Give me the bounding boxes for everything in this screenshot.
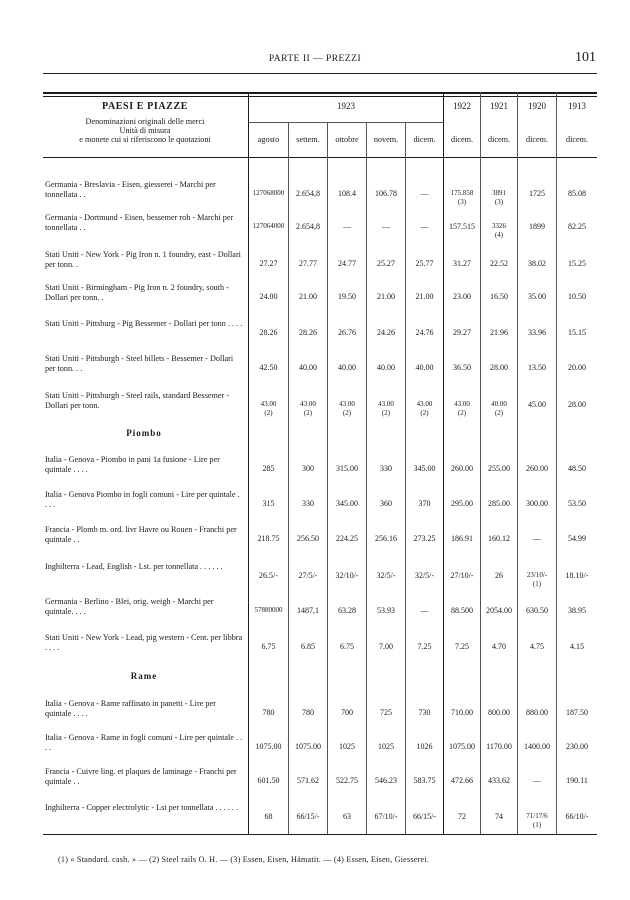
price-cell: — <box>420 222 429 231</box>
price-cell: 157.515 <box>449 222 475 231</box>
price-cell: — <box>420 606 429 615</box>
price-cell: 36.50 <box>453 363 471 372</box>
price-cell: 360 <box>380 499 392 508</box>
column-divider <box>517 92 518 834</box>
price-cell: 43.00 (2) <box>378 400 394 417</box>
price-cell: 18.10/- <box>565 571 589 580</box>
price-cell: 583.75 <box>413 776 436 785</box>
month-header: ottobre <box>335 135 359 144</box>
price-cell: 38.95 <box>568 606 586 615</box>
price-cell: 66/15/- <box>412 812 437 821</box>
header-subtitle-line: e monete cui si riferiscono le quotazioni <box>79 135 211 144</box>
table-top-rule-thin <box>43 96 597 97</box>
price-cell: 28.00 <box>490 363 508 372</box>
price-cell: 285.00 <box>488 499 510 508</box>
page-number: 101 <box>575 50 596 65</box>
price-cell: 260.00 <box>526 464 548 473</box>
price-cell: 187.50 <box>566 708 588 717</box>
price-cell: 273.25 <box>413 534 436 543</box>
price-cell: 255.00 <box>488 464 510 473</box>
commodity-description: Germania - Berlino - Blei, orig. weigh - Marchi per quintale. . . . <box>45 597 214 616</box>
price-cell: 127068000 <box>252 189 285 197</box>
price-cell: 780 <box>302 708 314 717</box>
price-cell: 1400.00 <box>524 742 550 751</box>
price-cell: 224.25 <box>336 534 358 543</box>
price-cell: 175.858 (3) <box>450 189 474 206</box>
price-cell: 82.25 <box>568 222 586 231</box>
price-cell: 67/10/- <box>374 812 398 821</box>
price-cell: 35.00 <box>528 292 546 301</box>
price-cell: 33.96 <box>528 328 546 337</box>
month-header: dicem. <box>487 135 511 144</box>
price-cell: 27.27 <box>259 259 278 268</box>
commodity-description: Italia - Genova Piombo in fogli comuni - Lire per quintale . . . . <box>45 490 240 509</box>
price-cell: 32/10/- <box>335 571 359 580</box>
price-cell: 40.00 <box>377 363 395 372</box>
price-cell: 330 <box>380 464 392 473</box>
price-cell: 260.00 <box>451 464 473 473</box>
price-cell: 23/10/- (1) <box>526 571 548 588</box>
price-cell: 66/10/- <box>565 812 589 821</box>
price-cell: 16.50 <box>490 292 508 301</box>
year-label-1913: 1913 <box>568 101 586 111</box>
price-cell: 472.66 <box>451 776 473 785</box>
commodity-description: Italia - Genova - Rame in fogli comuni - Lire per quintale . . . . <box>45 733 243 752</box>
commodity-description: Stati Uniti - Pittsburgh - Steel billets - Bessemer - Dollari per tonn. . . <box>45 354 234 373</box>
price-cell: 4.70 <box>492 642 506 651</box>
price-cell: 7.25 <box>417 642 432 651</box>
price-cell: 725 <box>380 708 392 717</box>
price-cell: 24.76 <box>415 328 434 337</box>
table-header-title: PAESI E PIAZZE <box>101 101 188 112</box>
price-cell: 22.52 <box>490 259 508 268</box>
price-cell: 190.11 <box>566 776 588 785</box>
price-cell: 2.654,8 <box>296 222 320 231</box>
price-cell: 66/15/- <box>296 812 320 821</box>
price-cell: 285 <box>262 464 275 473</box>
price-cell: 21.96 <box>490 328 508 337</box>
price-cell: 38.02 <box>528 259 546 268</box>
price-cell: 53.50 <box>568 499 586 508</box>
price-cell: 780 <box>262 708 275 717</box>
table-bottom-rule <box>43 834 597 835</box>
price-cell: 630.50 <box>526 606 548 615</box>
price-cell: 1487,1 <box>297 606 319 615</box>
price-cell: 68 <box>264 812 273 821</box>
price-cell: 300 <box>302 464 314 473</box>
price-cell: 28.00 <box>568 400 586 409</box>
price-cell: 19.50 <box>338 292 356 301</box>
price-cell: 25.77 <box>415 259 434 268</box>
price-cell: 63.28 <box>338 606 356 615</box>
price-cell: 40.00 <box>299 363 317 372</box>
price-cell: 256.16 <box>375 534 397 543</box>
price-cell: 3326 (4) <box>492 222 506 239</box>
price-cell: 6.75 <box>261 642 276 651</box>
price-cell: 300.00 <box>526 499 548 508</box>
price-cell: 522.75 <box>336 776 358 785</box>
top-rule <box>43 73 597 74</box>
price-cell: 27.77 <box>299 259 317 268</box>
price-cell: 315.00 <box>336 464 358 473</box>
price-cell: 4.75 <box>530 642 544 651</box>
price-cell: 72 <box>458 812 466 821</box>
month-header: novem. <box>373 135 399 144</box>
commodity-description: Germania - Breslavia - Eisen, giesserei - Marchi per tonnellata . . <box>45 180 216 199</box>
price-cell: 1725 <box>529 189 545 198</box>
commodity-description: Italia - Genova - Rame raffinato in panetti - Lire per quintale . . . . <box>45 699 216 718</box>
section-heading: Piombo <box>126 428 162 438</box>
table-top-rule <box>43 92 597 94</box>
price-cell: 1075.00 <box>449 742 475 751</box>
price-cell: 25.27 <box>377 259 395 268</box>
price-cell: 43.00 (2) <box>260 400 277 417</box>
running-title: PARTE II — PREZZI <box>268 54 362 64</box>
price-cell: 53.93 <box>377 606 395 615</box>
commodity-description: Stati Uniti - New York - Lead, pig western - Cent. per libbra . . . . <box>45 633 243 652</box>
price-cell: 433.62 <box>488 776 510 785</box>
price-cell: 1899 <box>529 222 545 231</box>
price-cell: 31.27 <box>453 259 471 268</box>
price-cell: 45.00 <box>528 400 546 409</box>
year-label-1923: 1923 <box>337 101 355 111</box>
price-cell: 160.12 <box>488 534 510 543</box>
price-cell: 108.4 <box>338 189 356 198</box>
price-cell: 800.00 <box>488 708 510 717</box>
price-cell: 85.08 <box>568 189 586 198</box>
price-cell: 42.50 <box>259 363 278 372</box>
price-cell: 315 <box>262 499 275 508</box>
price-cell: 23.00 <box>453 292 471 301</box>
price-cell: 7.00 <box>379 642 393 651</box>
price-cell: 710.00 <box>451 708 473 717</box>
price-cell: 28.26 <box>259 328 278 337</box>
price-cell: 32/5/- <box>414 571 435 580</box>
year-label-1920: 1920 <box>528 101 546 111</box>
commodity-description: Stati Uniti - Pittsburg - Pig Bessemer - Dollari per tonn . . . . <box>45 319 243 328</box>
price-cell: 3891 (3) <box>492 189 506 206</box>
price-cell: — <box>382 222 390 231</box>
price-cell: 20.00 <box>568 363 586 372</box>
price-cell: — <box>343 222 351 231</box>
price-cell: 13.50 <box>528 363 546 372</box>
price-cell: 57880000 <box>254 606 283 614</box>
price-cell: 43.00 (2) <box>454 400 470 417</box>
price-cell: 6.85 <box>301 642 315 651</box>
year-1923-rule <box>249 122 443 123</box>
month-header: dicem. <box>525 135 549 144</box>
price-cell: — <box>533 534 541 543</box>
price-cell: 1025 <box>378 742 394 751</box>
commodity-description: Italia - Genova - Piombo in pani 1a fusione - Lire per quintale . . . . <box>45 455 220 474</box>
commodity-description: Inghilterra - Lead, English - Lst. per tonnellata . . . . . . <box>45 562 223 571</box>
price-cell: 256.50 <box>297 534 319 543</box>
price-cell: 43.00 (2) <box>300 400 316 417</box>
price-cell: 6.75 <box>340 642 354 651</box>
price-cell: 2054.00 <box>486 606 512 615</box>
price-cell: 730 <box>418 708 431 717</box>
month-header: agosto <box>257 135 280 144</box>
price-cell: 54.99 <box>568 534 586 543</box>
price-cell: 1075.00 <box>255 742 282 751</box>
price-cell: 15.25 <box>568 259 586 268</box>
commodity-description: Germania - Dortmund - Eisen, bessemer roh - Marchi per tonnellata . . <box>45 213 234 232</box>
price-cell: 106.78 <box>375 189 397 198</box>
commodity-description: Francia - Cuivre ling. et plaques de laminage - Franchi per quintale . . <box>45 767 237 786</box>
month-header: dicem. <box>565 135 589 144</box>
column-divider <box>248 92 249 834</box>
price-cell: 2.654,8 <box>296 189 320 198</box>
column-divider <box>556 92 557 834</box>
price-cell: 26.5/- <box>259 571 278 580</box>
price-cell: 1170.00 <box>486 742 512 751</box>
price-cell: 27/10/- <box>450 571 474 580</box>
price-cell: 230.00 <box>566 742 588 751</box>
price-cell: 601.50 <box>257 776 280 785</box>
price-cell: 4.15 <box>570 642 584 651</box>
header-subtitle-line: Denominazioni originali delle merci <box>85 117 205 126</box>
price-cell: 29.27 <box>453 328 471 337</box>
price-cell: 28.26 <box>299 328 317 337</box>
price-cell: 10.50 <box>568 292 586 301</box>
price-cell: 345.00 <box>413 464 436 473</box>
price-cell: 26 <box>495 571 503 580</box>
month-header: settem. <box>296 135 320 144</box>
price-cell: 48.50 <box>568 464 586 473</box>
price-cell: 26.76 <box>338 328 356 337</box>
price-cell: 345.00 <box>336 499 358 508</box>
price-cell: 24.77 <box>338 259 356 268</box>
price-cell: 21.00 <box>377 292 395 301</box>
price-cell: 295.00 <box>451 499 473 508</box>
price-cell: 700 <box>341 708 353 717</box>
price-cell: 88.500 <box>451 606 473 615</box>
price-cell: 24.00 <box>259 292 278 301</box>
price-cell: 40.00 <box>415 363 434 372</box>
running-head <box>0 50 630 70</box>
commodity-description: Stati Uniti - Birmingham - Pig Iron n. 2 foundry, south - Dollari per tonn. . <box>45 283 229 302</box>
price-cell: — <box>533 776 541 785</box>
price-cell: 370 <box>418 499 431 508</box>
price-cell: 71/17/6 (1) <box>526 812 548 829</box>
year-label-1921: 1921 <box>490 101 508 111</box>
price-cell: 330 <box>302 499 314 508</box>
price-cell: 1025 <box>339 742 355 751</box>
price-cell: 32/5/- <box>376 571 396 580</box>
price-cell: 127064000 <box>252 222 285 230</box>
price-cell: 15.15 <box>568 328 586 337</box>
price-cell: 21.00 <box>299 292 317 301</box>
price-cell: 63 <box>343 812 351 821</box>
header-bottom-rule <box>43 157 597 158</box>
price-cell: — <box>420 189 429 198</box>
month-header: dicem. <box>413 135 436 144</box>
section-heading: Rame <box>130 671 158 681</box>
footnote: (1) « Standard. cash. » — (2) Steel rails O. H. — (3) Essen, Eisen, Hämatit. — (4) Essen, Eisen, Giesserei. <box>58 855 430 864</box>
price-cell: 24.26 <box>377 328 395 337</box>
price-cell: 40.00 (2) <box>491 400 507 417</box>
price-cell: 1075.00 <box>295 742 321 751</box>
price-cell: 21.00 <box>415 292 434 301</box>
price-cell: 571.62 <box>297 776 319 785</box>
price-cell: 186.91 <box>451 534 473 543</box>
price-cell: 43.00 (2) <box>416 400 433 417</box>
price-cell: 27/5/- <box>298 571 318 580</box>
price-cell: 40.00 <box>338 363 356 372</box>
price-cell: 74 <box>495 812 503 821</box>
month-header: dicem. <box>450 135 474 144</box>
year-label-1922: 1922 <box>453 101 471 111</box>
price-cell: 1026 <box>416 742 433 751</box>
price-cell: 880.00 <box>526 708 548 717</box>
commodity-description: Stati Uniti - Pittsburgh - Steel rails, standard Bessemer - Dollari per tonn. <box>45 391 230 410</box>
price-cell: 7.25 <box>455 642 469 651</box>
price-cell: 546.23 <box>375 776 397 785</box>
commodity-description: Inghilterra - Copper electrolytic - Lst per tonnellata . . . . . . <box>45 803 239 812</box>
price-cell: 43.00 (2) <box>339 400 355 417</box>
commodity-description: Stati Uniti - New York - Pig Iron n. 1 foundry, east - Dollari per tonn. . <box>45 250 241 269</box>
commodity-description: Francia - Plomb m. ord. livr Havre ou Rouen - Franchi per quintale . . <box>45 525 237 544</box>
price-cell: 218.75 <box>257 534 280 543</box>
header-subtitle-line: Unità di misura <box>119 126 171 135</box>
